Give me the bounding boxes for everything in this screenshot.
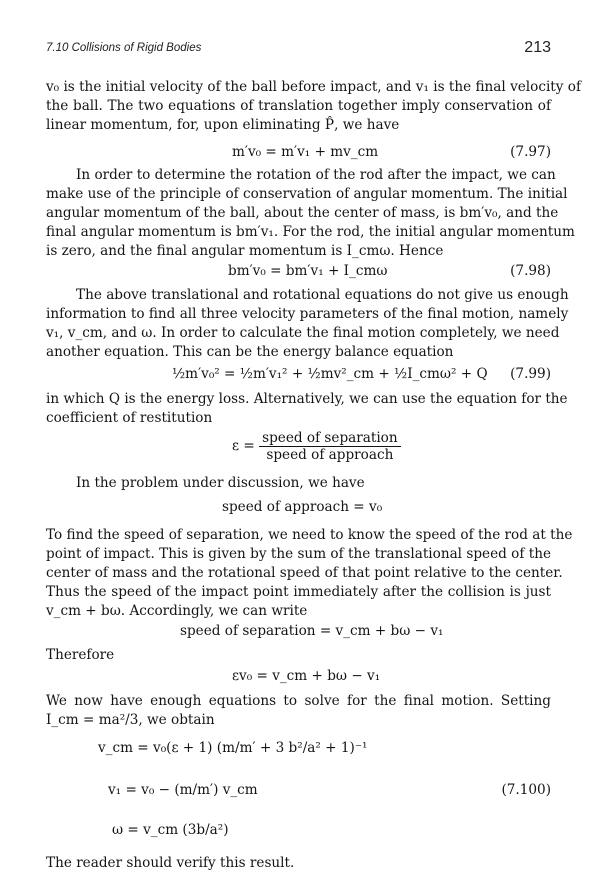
text-line: The above translational and rotational equations do not give us enough <box>76 287 569 303</box>
equation-number: (7.99) <box>510 366 551 382</box>
text-line: coefficient of restitution <box>46 410 213 426</box>
paragraph-6 <box>46 526 573 621</box>
paragraph-1 <box>46 78 581 135</box>
text-line: center of mass and the rotational speed of that point relative to the center. <box>46 565 563 581</box>
text-line: in which Q is the energy loss. Alternatively, we can use the equation for the <box>46 391 568 407</box>
text-line: point of impact. This is given by the sum of the translational speed of the <box>46 546 551 562</box>
equation-restitution-result: εv₀ = v_cm + bω − v₁ <box>232 668 381 684</box>
text-line: angular momentum of the ball, about the center of mass, is bm′v₀, and the <box>46 205 559 221</box>
text-line: information to find all three velocity parameters of the final motion, namely <box>46 306 569 322</box>
paragraph-3 <box>46 286 569 362</box>
text-line: make use of the principle of conservation of angular momentum. The initial <box>46 186 568 202</box>
text-line: I_cm = ma²/3, we obtain <box>46 712 215 728</box>
equation-approach: speed of approach = v₀ <box>222 499 383 515</box>
fraction <box>259 430 401 463</box>
text-line: v₀ is the initial velocity of the ball before impact, and v₁ is the final velocity of <box>46 79 581 95</box>
text-line: linear momentum, for, upon eliminating P̂, we have <box>46 117 400 133</box>
equation-omega: ω = v_cm (3b/a²) <box>112 822 229 838</box>
page-number: 213 <box>524 39 551 56</box>
equation-7-99: ½m′v₀² = ½m′v₁² + ½mv²_cm + ½I_cmω² + Q <box>172 366 488 382</box>
equation-restitution <box>232 430 401 463</box>
equation-number: (7.97) <box>510 144 551 160</box>
paragraph-2 <box>46 166 575 261</box>
text-line: In order to determine the rotation of the rod after the impact, we can <box>76 167 556 183</box>
text-line: another equation. This can be the energy balance equation <box>46 344 454 360</box>
equation-vcm: v_cm = v₀(ε + 1) (m/m′ + 3 b²/a² + 1)⁻¹ <box>98 740 368 756</box>
text-line: v_cm + bω. Accordingly, we can write <box>46 603 308 619</box>
text-line: We now have enough equations to solve for the final motion. Setting <box>46 693 551 709</box>
equation-separation: speed of separation = v_cm + bω − v₁ <box>180 623 444 639</box>
fraction-denominator: speed of approach <box>266 447 394 463</box>
text-line: To find the speed of separation, we need to know the speed of the rod at the <box>46 527 573 543</box>
running-header: 7.10 Collisions of Rigid Bodies <box>46 42 202 54</box>
equation-v1: v₁ = v₀ − (m/m′) v_cm <box>108 782 258 798</box>
equation-7-98: bm′v₀ = bm′v₁ + I_cmω <box>228 263 388 279</box>
closing-sentence: The reader should verify this result. <box>46 855 295 871</box>
paragraph-5: In the problem under discussion, we have <box>76 475 365 491</box>
equation-lhs: ε = <box>232 438 255 454</box>
equation-number: (7.98) <box>510 263 551 279</box>
text-line: final angular momentum is bm′v₁. For the rod, the initial angular momentum <box>46 224 575 240</box>
paragraph-4 <box>46 390 568 428</box>
equation-7-97: m′v₀ = m′v₁ + mv_cm <box>232 144 379 160</box>
equation-number: (7.100) <box>501 782 551 798</box>
text-line: Thus the speed of the impact point immediately after the collision is just <box>46 584 551 600</box>
text-line: the ball. The two equations of translation together imply conservation of <box>46 98 551 114</box>
paragraph-7 <box>46 692 551 730</box>
fraction-numerator: speed of separation <box>259 430 401 447</box>
text-line: v₁, v_cm, and ω. In order to calculate the final motion completely, we need <box>46 325 560 341</box>
text-line: is zero, and the final angular momentum is I_cmω. Hence <box>46 243 444 259</box>
therefore-text: Therefore <box>46 647 115 663</box>
